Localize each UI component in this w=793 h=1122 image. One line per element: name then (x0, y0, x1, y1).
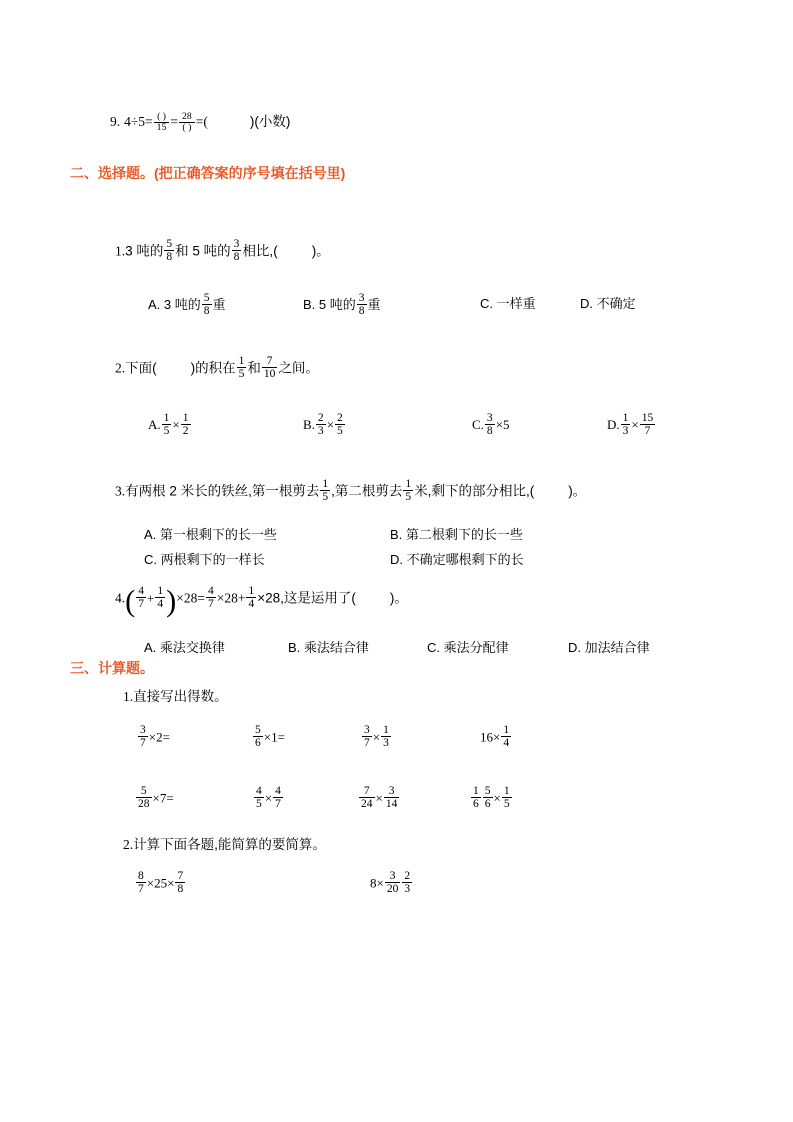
calc2-i2-frac2: $\frac{2}{3}$ (404, 870, 411, 896)
q2-option-d-frac1: $\frac{1}{3}$ (622, 412, 629, 438)
calc1-r2-i4-frac3: $\frac{1}{5}$ (503, 785, 510, 811)
q1-option-b-fraction: $\frac{3}{8}$ (358, 292, 365, 318)
q4-option-b[interactable]: B. 乘法结合律 (288, 640, 369, 655)
q2-option-b-frac2: $\frac{2}{5}$ (337, 412, 343, 438)
calc2-item2: 8× $\frac{3}{20}$ $\frac{2}{3}$ (370, 870, 411, 896)
question-calc-2 (123, 833, 326, 854)
q4-index: 4. (115, 590, 126, 606)
q2-fraction-2: $\frac{7}{10}$ (263, 355, 276, 381)
q2-option-d[interactable]: D. $\frac{1}{3}$ × $\frac{15}{7}$ (607, 412, 654, 438)
calc1-r2-i2-frac2: $\frac{4}{7}$ (275, 785, 281, 811)
q2-option-a-frac1: $\frac{1}{5}$ (163, 412, 170, 438)
calc2-index: 2. (123, 837, 134, 852)
q4-option-c[interactable]: C. 乘法分配律 (427, 640, 509, 655)
q4-fraction-2: $\frac{1}{4}$ (157, 585, 164, 611)
q1-option-d[interactable]: D. 不确定 (580, 296, 636, 311)
q2-index: 2. (115, 360, 126, 376)
q4-option-d[interactable]: D. 加法结合律 (568, 640, 650, 655)
q1-fraction-1: $\frac{5}{8}$ (166, 238, 173, 264)
q1-fraction-2: $\frac{3}{8}$ (233, 238, 240, 264)
question-2: 2.下面( )的积在 $\frac{1}{5}$ 和 $\frac{7}{10}$ 之间。 (115, 355, 319, 381)
calc1-r1-i1-frac: $\frac{3}{7}$ (140, 724, 146, 750)
section-3-title: 三、计算题。 (70, 660, 154, 676)
calc1-r1-i3-frac1: $\frac{3}{7}$ (364, 724, 370, 750)
q2-option-a-frac2: $\frac{1}{2}$ (182, 412, 189, 438)
q9-fraction-1: $\frac{( )}{15}$ (154, 112, 170, 134)
calc1-r2-i2-frac1: $\frac{4}{5}$ (256, 785, 262, 811)
calc1-row1-item4: 16× $\frac{1}{4}$ (480, 724, 510, 750)
calc2-i2-frac1: $\frac{3}{20}$ (386, 870, 399, 896)
calc1-r2-i4-frac1: $\frac{1}{6}$ (473, 785, 479, 811)
calc1-r2-i3-frac2: $\frac{3}{14}$ (385, 785, 398, 811)
q2-option-c[interactable]: C. $\frac{3}{8}$ ×5 (472, 412, 510, 438)
question-9 (110, 110, 290, 134)
section-3-heading (70, 658, 154, 678)
q4-left-paren: ( (125, 583, 136, 618)
q4-right-paren: ) (166, 583, 177, 618)
q2-option-b[interactable]: B. $\frac{2}{3}$ × $\frac{2}{5}$ (303, 412, 343, 438)
q2-fraction-1: $\frac{1}{5}$ (238, 355, 245, 381)
q4-option-a[interactable]: A. 乘法交换律 (144, 640, 225, 655)
q4-fraction-3: $\frac{4}{7}$ (207, 585, 214, 611)
calc1-row1-item3: $\frac{3}{7}$ × $\frac{1}{3}$ (364, 724, 389, 750)
q9-fraction-2: $\frac{28}{( )}$ (179, 112, 195, 134)
calc2-i1-frac2: $\frac{7}{8}$ (177, 870, 184, 896)
q3-option-c[interactable]: C. 两根剩下的一样长 (144, 552, 265, 567)
q2-option-d-frac2: $\frac{15}{7}$ (641, 412, 654, 438)
q3-fraction-2: $\frac{1}{5}$ (405, 478, 412, 504)
q2-option-c-frac1: $\frac{3}{8}$ (486, 412, 493, 438)
calc1-r1-i4-frac: $\frac{1}{4}$ (503, 724, 510, 750)
q3-option-a[interactable]: A. 第一根剩下的长一些 (144, 527, 277, 542)
question-1: 1.3 吨的 $\frac{5}{8}$ 和 5 吨的 $\frac{3}{8}$ 相比,( )。 (115, 238, 330, 264)
q3-option-b[interactable]: B. 第二根剩下的长一些 (390, 527, 523, 542)
calc1-row2-item1: $\frac{5}{28}$ ×7= (138, 785, 174, 811)
calc1-text: 直接写出得数。 (133, 689, 228, 704)
calc1-row1-item2: $\frac{5}{6}$ ×1= (255, 724, 285, 750)
section-2-subtitle: (把正确答案的序号填在括号里) (154, 165, 346, 181)
q2-option-a[interactable]: A. $\frac{1}{5}$ × $\frac{1}{2}$ (148, 412, 189, 438)
q1-option-a-fraction: $\frac{5}{8}$ (203, 292, 210, 318)
question-4: 4.( $\frac{4}{7}$ + $\frac{1}{4}$ )×28= $\frac{4}{7}$ ×28+ $\frac{1}{4}$ ×28,这是运用了( )。 (115, 583, 408, 618)
calc2-item1: $\frac{8}{7}$ ×25× $\frac{7}{8}$ (138, 870, 184, 896)
section-2-title: 二、选择题。 (70, 165, 154, 181)
calc1-r2-i1-frac: $\frac{5}{28}$ (138, 785, 150, 811)
calc1-row2-item4: $\frac{1}{6}$ $\frac{5}{6}$ × $\frac{1}{5}$ (473, 785, 510, 811)
calc1-row1-item1: $\frac{3}{7}$ ×2= (140, 724, 170, 750)
calc1-r2-i3-frac1: $\frac{7}{24}$ (361, 785, 373, 811)
calc1-row2-item3: $\frac{7}{24}$ × $\frac{3}{14}$ (361, 785, 398, 811)
calc2-i1-frac1: $\frac{8}{7}$ (138, 870, 144, 896)
calc2-text: 计算下面各题,能简算的要简算。 (133, 837, 326, 852)
q1-index: 1. (115, 243, 126, 259)
q1-option-b[interactable]: B. 5 吨的 $\frac{3}{8}$ 重 (303, 292, 381, 318)
calc1-r1-i2-frac: $\frac{5}{6}$ (255, 724, 261, 750)
calc1-r1-i3-frac2: $\frac{1}{3}$ (383, 724, 389, 750)
calc1-r2-i4-frac2: $\frac{5}{6}$ (484, 785, 491, 811)
q4-fraction-1: $\frac{4}{7}$ (138, 585, 145, 611)
section-2-heading (70, 163, 345, 183)
q4-fraction-4: $\frac{1}{4}$ (248, 585, 255, 611)
q9-index: 9. (110, 114, 121, 129)
calc1-row2-item2: $\frac{4}{5}$ × $\frac{4}{7}$ (256, 785, 281, 811)
question-3: 3.有两根 2 米长的铁丝,第一根剪去 $\frac{1}{5}$ ,第二根剪去 $\frac{1}{5}$ 米,剩下的部分相比,( )。 (115, 478, 587, 504)
q9-expression: 4÷5= $\frac{( )}{15}$ = $\frac{28}{( )}$ =( )(小数) (124, 110, 291, 134)
q1-option-a[interactable]: A. 3 吨的 $\frac{5}{8}$ 重 (148, 292, 226, 318)
q3-option-d[interactable]: D. 不确定哪根剩下的长 (390, 552, 524, 567)
q2-option-b-frac1: $\frac{2}{3}$ (317, 412, 324, 438)
q3-index: 3. (115, 483, 126, 499)
q3-fraction-1: $\frac{1}{5}$ (322, 478, 329, 504)
calc1-index: 1. (123, 689, 134, 704)
q1-option-c[interactable]: C. 一样重 (480, 296, 536, 311)
question-calc-1 (123, 685, 228, 706)
